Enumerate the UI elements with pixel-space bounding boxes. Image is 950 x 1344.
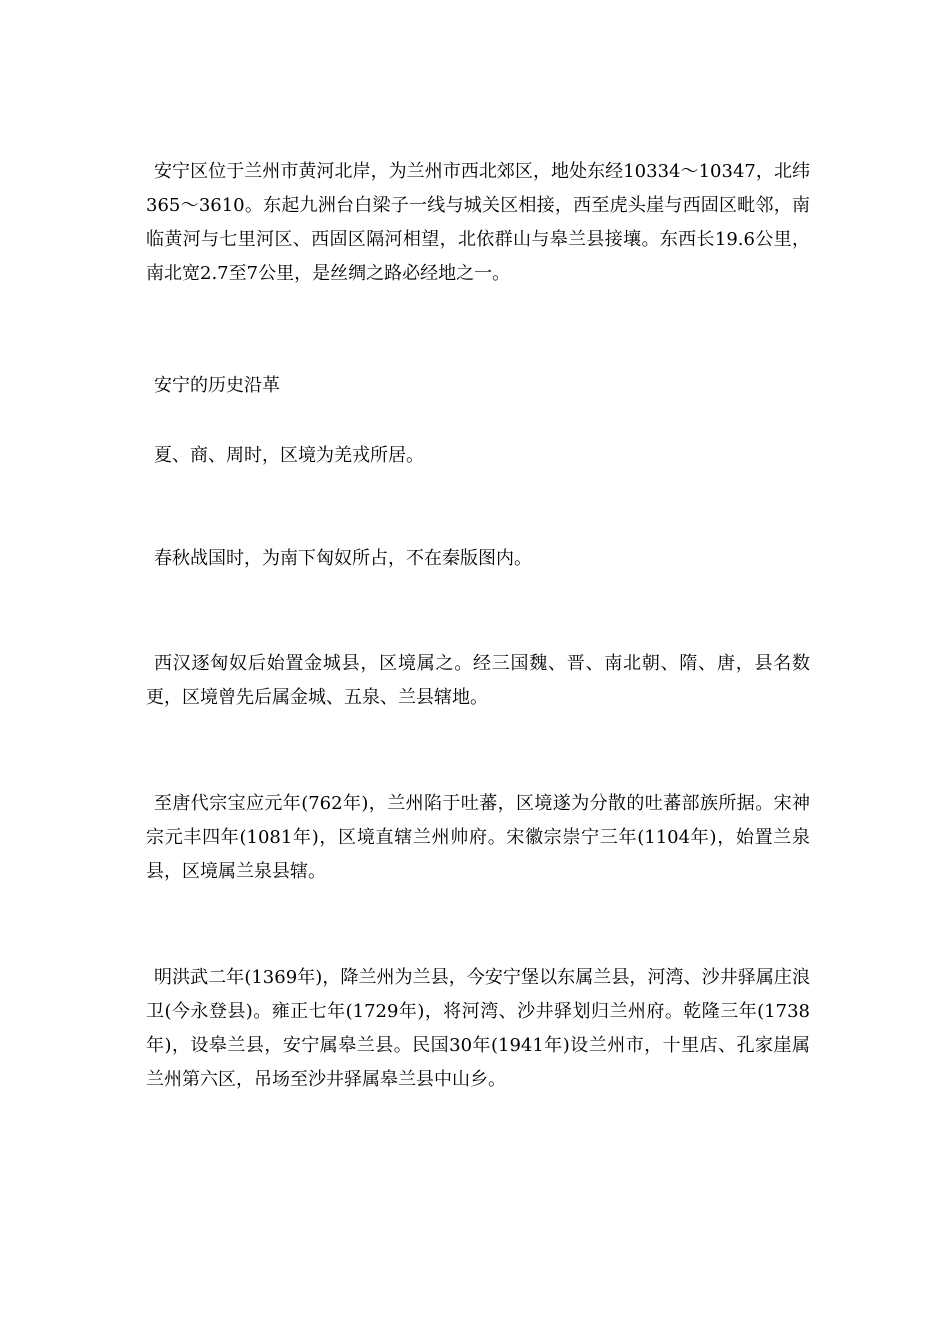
paragraph-location: 安宁区位于兰州市黄河北岸，为兰州市西北郊区，地处东经10334～10347，北纬365～3610。东起九洲台白梁子一线与城关区相接，西至虎头崖与西固区毗邻，南临黄河与七里河区、西固区隔河相望，北依群山与皋兰县接壤。东西长19.6公里，南北宽2.7至7公里，是丝绸之路必经地之一。 bbox=[146, 161, 810, 284]
section-heading-history: 安宁的历史沿革 bbox=[154, 375, 280, 396]
paragraph-ming-qing-republic: 明洪武二年(1369年)，降兰州为兰县，今安宁堡以东属兰县，河湾、沙井驿属庄浪卫(今永登县)。雍正七年(1729年)，将河湾、沙井驿划归兰州府。乾隆三年(1738年)，设皋兰县，安宁属皋兰县。民国30年(1941年)设兰州市，十里店、孔家崖属兰州第六区，吊场至沙井驿属皋兰县中山乡。 bbox=[146, 967, 810, 1090]
paragraph-western-han: 西汉逐匈奴后始置金城县，区境属之。经三国魏、晋、南北朝、隋、唐，县名数更，区境曾先后属金城、五泉、兰县辖地。 bbox=[146, 653, 810, 708]
paragraph-spring-autumn: 春秋战国时，为南下匈奴所占，不在秦版图内。 bbox=[154, 548, 532, 569]
paragraph-tang-song: 至唐代宗宝应元年(762年)，兰州陷于吐蕃，区境遂为分散的吐蕃部族所据。宋神宗元丰四年(1081年)，区境直辖兰州帅府。宋徽宗崇宁三年(1104年)，始置兰泉县，区境属兰泉县辖。 bbox=[146, 793, 810, 882]
paragraph-xia-shang-zhou: 夏、商、周时，区境为羌戎所居。 bbox=[154, 445, 424, 466]
